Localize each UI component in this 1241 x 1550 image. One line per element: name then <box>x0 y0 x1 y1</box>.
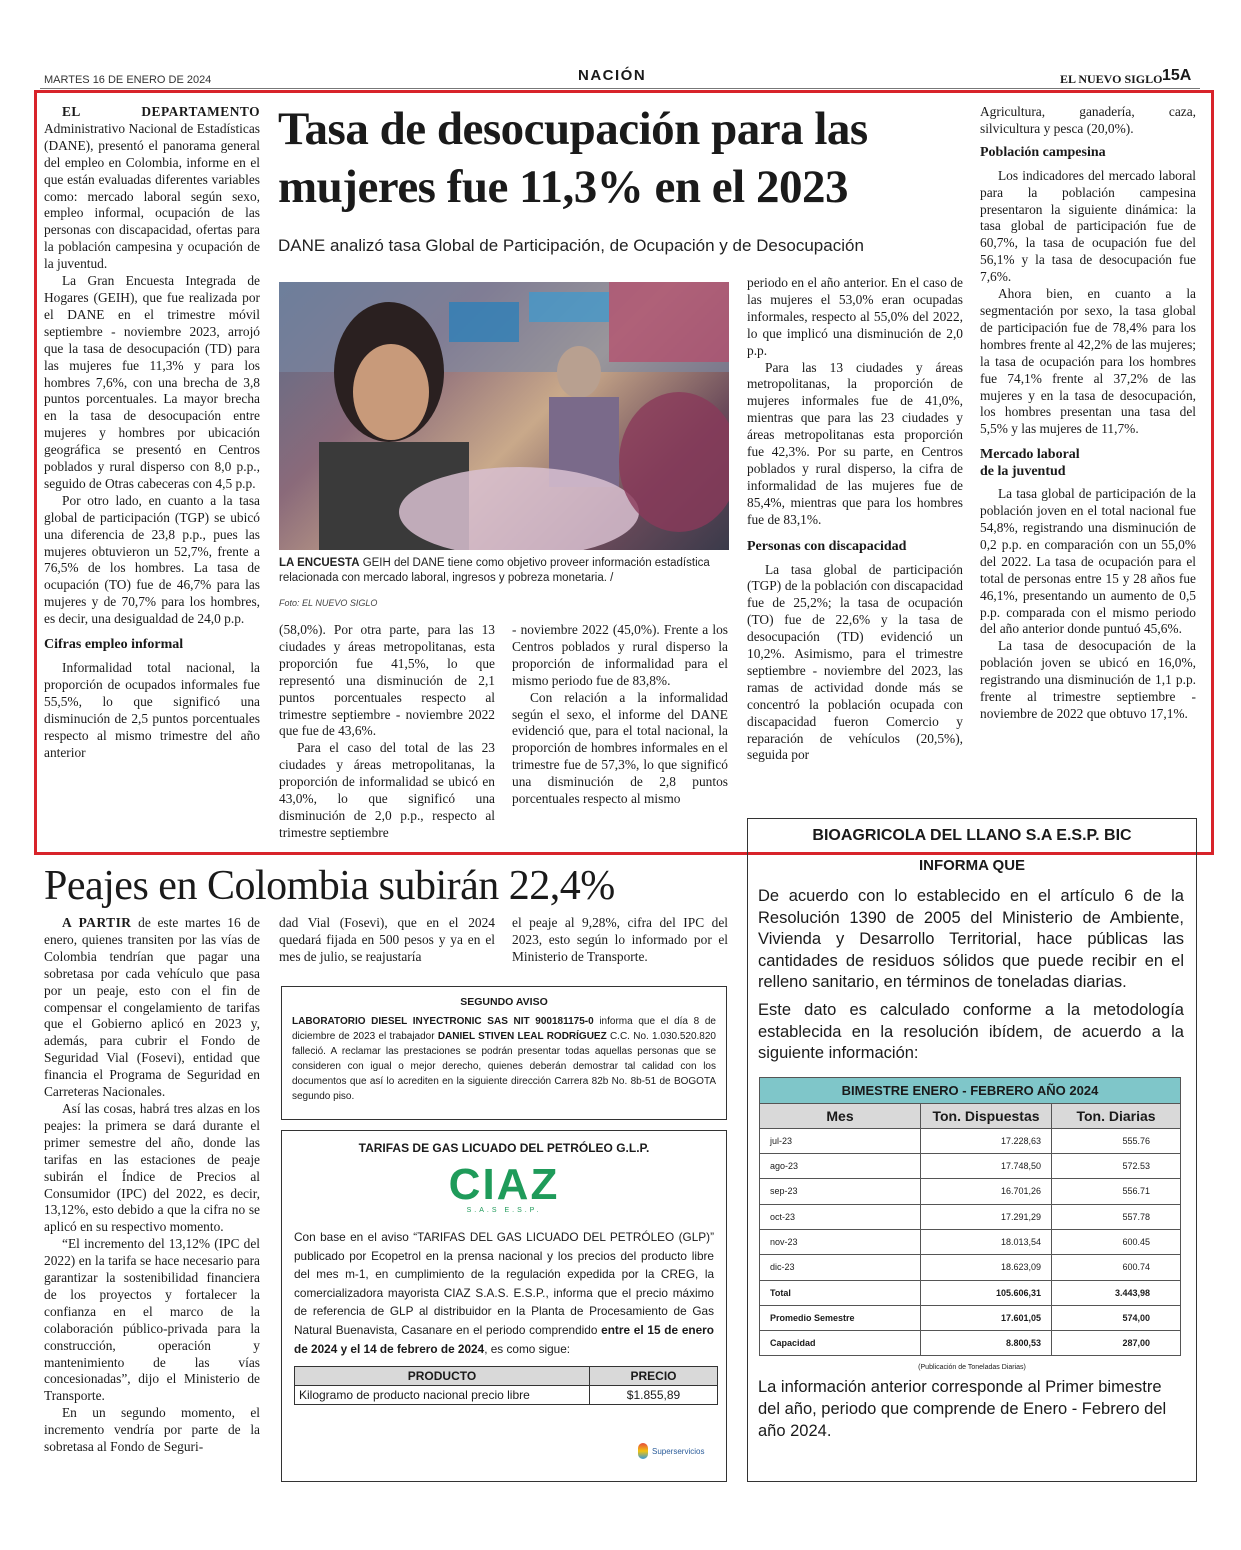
glp-product: Kilogramo de producto nacional precio libre <box>295 1386 590 1405</box>
table-summary-row <box>760 1305 1181 1330</box>
cell-mes: ago-23 <box>760 1154 921 1179</box>
ciaz-logo <box>294 1160 714 1214</box>
paragraph: Con relación a la informalidad según el sexo, el informe del DANE evidenció que, para el total nacional, la proporción de hombres informales en el trimestre fue de 57,3%, lo que significó una disminución de 2,8 puntos porcentuales respecto al mismo <box>512 689 728 807</box>
subheading: Personas con discapacidad <box>747 538 907 554</box>
paragraph: (58,0%). Por otra parte, para las 13 ciudades y áreas metropolitanas, esta proporción fue 41,5%, lo que representó una disminución de 2,1 puntos porcentuales respecto al trimestre septiembre - noviembre 2022 que fue de 43,6%. <box>279 622 495 739</box>
page-number: 15A <box>1162 67 1192 84</box>
glp-th-price: PRECIO <box>590 1367 718 1386</box>
newspaper-name: EL NUEVO SIGLO <box>1060 72 1163 86</box>
paragraph: el peaje al 9,28%, cifra del IPC del 2023, esto según lo informado por el Ministerio de Transporte. <box>512 915 728 964</box>
ciaz-logo-text: CIAZ <box>448 1160 560 1209</box>
paragraph: Para las 13 ciudades y áreas metropolitanas, la proporción de mujeres informales fue de 41,0%, mientras que para las 23 ciudades y áreas metropolitanas esta proporción fue 42,3%. Por su parte, en Centros poblados y rural disperso, la cifra de informalidad de las mujeres fue de 85,4%, mientras que para los hombres fue de 83,1%. <box>747 359 963 527</box>
paragraph: Administrativo Nacional de Estadísticas (DANE), presentó el panorama general del empleo en Colombia, informe en el que están evaluadas diferentes variables como: mercado laboral según sexo, empleo informal, ocupación de las personas con discapacidad, ofertas para la población campesina y ocupación de la juventud. <box>44 120 260 272</box>
cell-dispuestas: 8.800,53 <box>921 1331 1052 1356</box>
cell-mes: Total <box>760 1280 921 1305</box>
bio-paragraph-3: La información anterior corresponde al Primer bimestre del año, periodo que comprende de Enero - Febrero del año 2024. <box>758 1378 1167 1440</box>
caption-lead: LA ENCUESTA <box>279 557 360 569</box>
news-photo <box>279 282 729 550</box>
peajes-column-1 <box>44 915 260 1456</box>
caption-text: GEIH del DANE tiene como objetivo proveer información estadística relacionada con mercado laboral, ingresos y pobreza monetaria. / <box>279 557 710 584</box>
subheading-line: de la juventud <box>980 464 1066 480</box>
article-column-3 <box>512 622 728 808</box>
superservicios-logo <box>638 1443 704 1459</box>
cell-dispuestas: 17.291,29 <box>921 1204 1052 1229</box>
cell-dispuestas: 17.601,05 <box>921 1305 1052 1330</box>
paragraph: La Gran Encuesta Integrada de Hogares (GEIH), que fue realizada por el DANE en el trimestre móvil septiembre - noviembre 2023, arrojó que la tasa de desocupación (TD) para las mujeres fue 11,3% y para los hombres 7,6%, con una brecha de 3,8 puntos porcentuales. La mayor brecha en la tasa de desocupación entre mujeres y hombres por ubicación geográfica se presentó en Centros poblados y rural disperso con 8,0 p.p., seguido de Otras cabeceras con 4,5 p.p. <box>44 273 260 491</box>
bio-th-dispuestas: Ton. Dispuestas <box>921 1103 1052 1128</box>
segundo-aviso-box <box>281 986 727 1120</box>
main-title <box>278 100 978 216</box>
cell-diarias: 557.78 <box>1052 1204 1181 1229</box>
bio-note: (Publicación de Toneladas Diarias) <box>918 1364 1026 1372</box>
article-column-1 <box>44 104 260 761</box>
table-row <box>760 1229 1181 1254</box>
glp-period: entre el 15 de enero de 2024 y el 14 de febrero de 2024 <box>294 1322 714 1356</box>
photo-illustration <box>279 282 729 550</box>
issue-date: MARTES 16 DE ENERO DE 2024 <box>44 74 212 86</box>
table-row <box>760 1255 1181 1280</box>
paragraph: Así las cosas, habrá tres alzas en los peajes: la primera se dará durante el primer semestre del año, donde las tarifas en las estaciones de peaje subirán el Índice de Precios al Consumidor (IPC) del 2022, es decir, 13,12%, esto debido a que la cifra no se aplicó en su respectivo momento. <box>44 1100 260 1235</box>
glp-th-product: PRODUCTO <box>295 1367 590 1386</box>
glp-price-table <box>294 1366 718 1405</box>
lead-word: A PARTIR <box>62 915 132 930</box>
aviso-text: informa que el día 8 de diciembre de 2023 el trabajador <box>292 1016 716 1042</box>
cell-mes: sep-23 <box>760 1179 921 1204</box>
peajes-column-3 <box>512 915 728 966</box>
main-subtitle: DANE analizó tasa Global de Participación, de Ocupación y de Desocupación <box>278 236 864 255</box>
peajes-column-2 <box>279 915 495 966</box>
article-column-2 <box>279 622 495 842</box>
cell-dispuestas: 105.606,31 <box>921 1280 1052 1305</box>
title-line-2: mujeres fue 11,3% en el 2023 <box>278 161 848 213</box>
paragraph: - noviembre 2022 (45,0%). Frente a los Centros poblados y rural disperso la proporción de informalidad para el mismo periodo fue de 83,8%. <box>512 622 728 688</box>
article-column-5 <box>980 104 1196 723</box>
bioagricola-box <box>747 818 1197 1482</box>
subheading: Población campesina <box>980 144 1106 160</box>
paragraph: Para el caso del total de las 23 ciudades y áreas metropolitanas, la proporción de informalidad se ubicó en 43,0%, lo que significó una disminución de 2,0 p.p., respecto al trimestre septiembre <box>279 740 495 840</box>
aviso-body <box>292 1014 716 1104</box>
cell-diarias: 572.53 <box>1052 1154 1181 1179</box>
lead-word: EL DEPARTAMENTO <box>62 104 260 119</box>
cell-diarias: 556.71 <box>1052 1179 1181 1204</box>
aviso-company: LABORATORIO DIESEL INYECTRONIC SAS NIT 900181175-0 <box>292 1016 594 1027</box>
cell-dispuestas: 18.623,09 <box>921 1255 1052 1280</box>
paragraph: “El incremento del 13,12% (IPC del 2022) en la tarifa se hace necesario para garantizar la sostenibilidad financiera de los proyectos y fortalecer la confianza en el marco de la colaboración público-privada para la construcción, operación y mantenimiento de las vías concesionadas”, dijo el Ministerio de Transporte. <box>44 1236 260 1404</box>
photo-credit: Foto: EL NUEVO SIGLO <box>279 598 378 608</box>
glp-title: TARIFAS DE GAS LICUADO DEL PETRÓLEO G.L.P. <box>358 1141 650 1155</box>
peajes-title: Peajes en Colombia subirán 22,4% <box>44 863 615 909</box>
bio-company: BIOAGRICOLA DEL LLANO S.A E.S.P. BIC <box>812 827 1132 844</box>
bio-informa: INFORMA QUE <box>918 857 1026 874</box>
cell-mes: oct-23 <box>760 1204 921 1229</box>
aviso-text: C.C. No. 1.030.520.820 falleció. A reclamar las prestaciones se podrán presentar todas aquellas personas que se consideren con igual o mejor derecho, quienes deberán demostrar tal calidad con los documentos que así lo acrediten en la siguiente dirección Carrera 82b No. 8b-51 de BOGOTA segundo piso. <box>292 1031 716 1102</box>
glp-text: Con base en el aviso “TARIFAS DEL GAS LICUADO DEL PETRÓLEO (GLP)” publicado por Ecopetrol en la prensa nacional y los precios del producto libre del mes m-1, en cumplimiento de la regulación expedida por la CREG, la comercializadora mayorista CIAZ S.A.S. E.S.P., informa que el precio máximo de referencia de GLP al distribuidor en la Planta de Procesamiento de Gas Natural Buenavista, Casanare en el periodo comprendido <box>294 1230 714 1337</box>
cell-mes: jul-23 <box>760 1128 921 1153</box>
paragraph: Los indicadores del mercado laboral para la población campesina presentaron la siguiente dinámica: la tasa global de participación fue de 60,7%, la tasa de ocupación fue del 56,1% y la tasa de desocupación fue 7,6%. <box>980 167 1196 285</box>
bio-table-title: BIMESTRE ENERO - FEBRERO AÑO 2024 <box>760 1077 1181 1103</box>
table-row <box>760 1179 1181 1204</box>
cell-diarias: 3.443,98 <box>1052 1280 1181 1305</box>
cell-dispuestas: 16.701,26 <box>921 1179 1052 1204</box>
glp-body <box>294 1228 714 1358</box>
cell-dispuestas: 17.228,63 <box>921 1128 1052 1153</box>
paragraph: dad Vial (Fosevi), que en el 2024 quedará fijada en 500 pesos y ya en el mes de julio, se reajustaría <box>279 915 495 964</box>
paragraph: En un segundo momento, el incremento vendría por parte de la sobretasa al Fondo de Seguri- <box>44 1405 260 1455</box>
glp-box <box>281 1130 727 1482</box>
paragraph: La tasa global de participación de la población joven en el total nacional fue 54,8%, registrando una disminución de 0,2 p.p. en comparación con un 55,0% del 2022. La tasa de ocupación para el total de personas entre 15 y 28 años fue 46,1%, presentando un aumento de 0,5 p.p. comparada con el mismo periodo del año anterior donde puntuó 45,6%. <box>980 486 1196 637</box>
table-row <box>760 1154 1181 1179</box>
bio-th-diarias: Ton. Diarias <box>1052 1103 1181 1128</box>
cell-diarias: 555.76 <box>1052 1128 1181 1153</box>
cell-dispuestas: 17.748,50 <box>921 1154 1052 1179</box>
title-line-1: Tasa de desocupación para las <box>278 103 868 155</box>
superservicios-icon <box>638 1443 648 1459</box>
bio-paragraph-1: De acuerdo con lo establecido en el artículo 6 de la Resolución 1390 de 2005 del Ministerio de Ambiente, Vivienda y Desarrollo Territorial, hace públicas las cantidades de residuos sólidos que puede recibir en el relleno sanitario, en términos de toneladas diarias. <box>758 887 1184 992</box>
paragraph: La tasa de desocupación de la población joven se ubicó en 16,0%, registrando una disminución de 1,1 p.p. frente al trimestre septiembre - noviembre de 2022 que obtuvo 17,1%. <box>980 638 1196 721</box>
bio-table <box>759 1077 1181 1357</box>
cell-diarias: 600.45 <box>1052 1229 1181 1254</box>
paragraph: Informalidad total nacional, la proporción de ocupados informales fue 55,5%, lo que significó una disminución de 2,5 puntos porcentuales respecto al mismo trimestre del año anterior <box>44 660 260 760</box>
section-label: NACIÓN <box>578 67 647 84</box>
glp-text: , es como sigue: <box>484 1341 571 1356</box>
article-column-4 <box>747 275 963 764</box>
cell-diarias: 287,00 <box>1052 1331 1181 1356</box>
subheading <box>980 446 1196 480</box>
paragraph: Agricultura, ganadería, caza, silvicultura y pesca (20,0%). <box>980 104 1196 136</box>
ciaz-logo-sub: S.A.S E.S.P. <box>466 1207 542 1214</box>
bio-th-mes: Mes <box>760 1103 921 1128</box>
cell-dispuestas: 18.013,54 <box>921 1229 1052 1254</box>
paragraph: Ahora bien, en cuanto a la segmentación por sexo, la tasa global de participación fue de 78,4% para los hombres frente al 42,2% de las mujeres; la tasa de ocupación para los hombres fue 74,1% frente al 37,2% de las mujeres y en la tasa de desocupación, los hombres presentan una tasa del 5,5% y las mujeres de 11,7%. <box>980 286 1196 437</box>
cell-mes: Promedio Semestre <box>760 1305 921 1330</box>
cell-diarias: 574,00 <box>1052 1305 1181 1330</box>
cell-mes: Capacidad <box>760 1331 921 1356</box>
table-row <box>760 1128 1181 1153</box>
subheading-line: Mercado laboral <box>980 447 1080 463</box>
paragraph: de este martes 16 de enero, quienes transiten por las vías de Colombia tendrían que pagar una sobretasa por cada vehículo que pasa por un peaje, esto con el fin de compensar el congelamiento de tarifas que el Gobierno aplicó en 2023 y, además, para cubrir el Fondo de Seguridad Vial (Fosevi), entidad que financia el Programa de Seguridad en Carreteras Nacionales. <box>44 915 260 1100</box>
table-summary-row <box>760 1331 1181 1356</box>
photo-caption <box>279 556 729 586</box>
cell-mes: dic-23 <box>760 1255 921 1280</box>
header-rule <box>40 88 1200 89</box>
bio-paragraph-2: Este dato es calculado conforme a la metodología establecida en la resolución ibídem, de acuerdo a la siguiente información: <box>758 1000 1184 1063</box>
aviso-title: SEGUNDO AVISO <box>460 996 548 1008</box>
table-summary-row <box>760 1280 1181 1305</box>
subheading: Cifras empleo informal <box>44 637 184 653</box>
superservicios-text: Superservicios <box>652 1446 705 1456</box>
glp-price: $1.855,89 <box>590 1386 718 1405</box>
paragraph: periodo en el año anterior. En el caso de las mujeres el 53,0% eran ocupadas informales, respecto al 55,0% del 2022, lo que implicó una disminución de 2,0 p.p. <box>747 275 963 358</box>
paragraph: Por otro lado, en cuanto a la tasa global de participación (TGP) se ubicó una diferencia de 23,8 p.p., pues las mujeres obtuvieron un 52,7%, frente a 76,5% de los hombres. La tasa de ocupación (TO) fue de 46,7% para las mujeres y de 70,7% para los hombres, es decir, una desigualdad de 24,0 p.p. <box>44 492 260 627</box>
cell-mes: nov-23 <box>760 1229 921 1254</box>
cell-diarias: 600.74 <box>1052 1255 1181 1280</box>
paragraph: La tasa global de participación (TGP) de la población con discapacidad fue de 25,2%; la tasa de ocupación (TO) fue de 22,6% y la tasa de desocupación (TD) evidenció un 10,2%. Asimismo, para el trimestre septiembre - noviembre del 2023, las ramas de actividad donde más se concentró la población ocupada con discapacidad fueron Comercio y reparación de vehículos (20,5%), seguida por <box>747 561 963 763</box>
table-row <box>760 1204 1181 1229</box>
aviso-worker: DANIEL STIVEN LEAL RODRÍGUEZ <box>437 1031 607 1042</box>
